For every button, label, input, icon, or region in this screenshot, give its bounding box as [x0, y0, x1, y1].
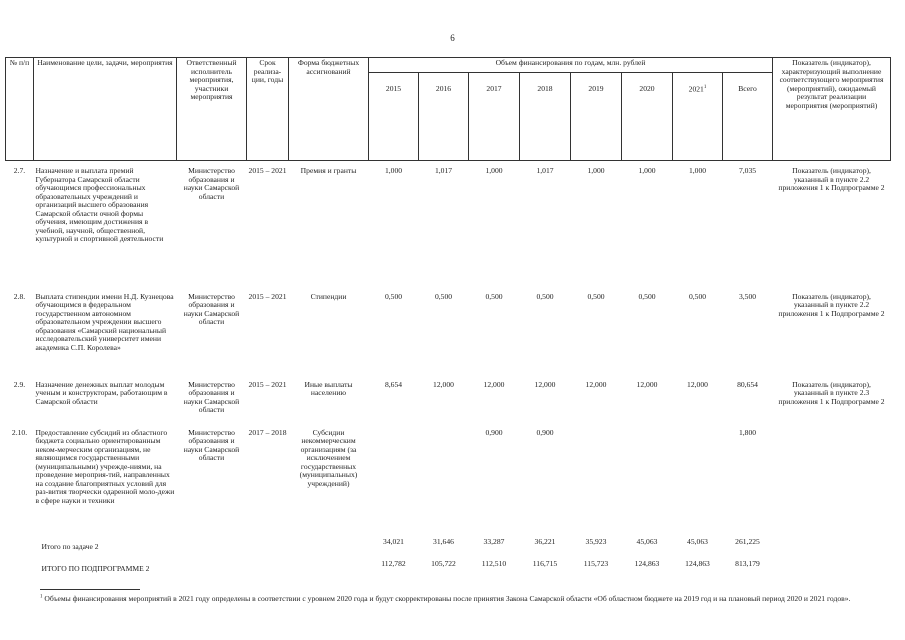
- row-term: 2015 – 2021: [248, 379, 287, 389]
- row-form: Стипендии: [310, 291, 347, 301]
- row-value: 0,900: [485, 427, 503, 437]
- footnote-separator: [40, 589, 140, 590]
- row-term: 2015 – 2021: [248, 291, 287, 301]
- total-value: 124,863: [634, 558, 660, 568]
- row-form: Иные выплаты населению: [304, 379, 353, 397]
- header-year: 2015: [369, 73, 419, 161]
- row-value: 12,000: [687, 379, 708, 389]
- header-year: 2020: [622, 73, 673, 161]
- row-indicator: Показатель (индикатор), указанный в пункте 2.3 приложения 1 к Подпрограмме 2: [778, 379, 885, 406]
- row-num: 2.7.: [13, 166, 26, 175]
- row-value: 0,500: [384, 291, 403, 301]
- row-total: 3,500: [738, 291, 757, 301]
- row-num: 2.10.: [11, 427, 28, 437]
- total-value: 116,715: [532, 558, 558, 568]
- row-value: 12,000: [483, 379, 505, 389]
- header-financing: Объем финансирования по годам, млн. рублей: [369, 58, 773, 73]
- total-value: 31,646: [433, 536, 454, 546]
- header-executor: Ответственный исполнитель мероприятия, участники мероприятия: [177, 58, 247, 161]
- footnote-text: Объемы финансирования мероприятий в 2021 году определены в соответствии с уровнем 2020 года и будут скорректированы после принятия Закона Самарской области «Об областном бюджете на 2019 год и на плановый период 2020 и 2021 годов».: [44, 594, 851, 603]
- row-name: Назначение и выплата премий Губернатора Самарской области обучающимся профессиональных образовательных учреждений и организаций высшего образования Самарской области очной формы обучения, имеющим достижения в учебной, научной, общественной, культурной и спортивной деятельности: [35, 166, 164, 243]
- row-form: Премия и гранты: [300, 166, 357, 175]
- total-value: 105,722: [431, 558, 456, 568]
- row-value: 0,500: [536, 291, 554, 301]
- total-label: Итого по задаче 2: [41, 542, 99, 552]
- row-form: Субсидии некоммерческим организациям (за исключением государственных (муниципальных) учреждений): [299, 427, 358, 488]
- header-year: 2016: [419, 73, 469, 161]
- row-value: 1,017: [434, 166, 453, 175]
- row-indicator: Показатель (индикатор), указанный в пункте 2.2 приложения 1 к Подпрограмме 2: [778, 291, 885, 318]
- row-value: 12,000: [636, 379, 658, 389]
- total-row: [6, 537, 891, 559]
- header-year: 2017: [469, 73, 520, 161]
- row-value: [419, 423, 469, 537]
- footnote-mark: 1: [703, 85, 707, 90]
- total-value: 34,021: [383, 536, 404, 546]
- table-row: [6, 161, 891, 287]
- row-num: 2.8.: [13, 291, 26, 301]
- row-value: 12,000: [585, 379, 607, 389]
- row-value: 12,000: [433, 379, 454, 389]
- total-value: 36,221: [534, 536, 556, 546]
- row-value: 1,000: [485, 166, 503, 175]
- row-indicator: [773, 423, 891, 537]
- header-form: Форма бюджетных ассигнований: [289, 58, 369, 161]
- header-name: Наименование цели, задачи, мероприятия: [34, 58, 177, 161]
- row-value: 1,000: [384, 166, 403, 175]
- header-year: [673, 73, 723, 161]
- footnote-mark: 1: [40, 594, 43, 600]
- row-value: 0,500: [485, 291, 503, 301]
- total-value: 45,063: [636, 536, 658, 546]
- header-num: № п/п: [6, 58, 34, 161]
- header-year: 2019: [571, 73, 622, 161]
- empty-cell: [773, 559, 891, 581]
- total-value: 124,863: [685, 558, 710, 568]
- total-value: 45,063: [687, 536, 708, 546]
- row-num: 2.9.: [13, 379, 26, 389]
- header-indicator: Показатель (индикатор), характеризующий выполнение соответствующего мероприятия (мероприятий), ожидаемый результат реализации мероприятия (мероприятий): [773, 58, 891, 161]
- row-name: Предоставление субсидий из областного бюджета социально ориентированным неком-мерческим организациям, не являющимся государственными (муниципальными) учрежде-ниями, на проведение мероприя-тий, направленных на создание благоприятных условий для раз-вития творчески одаренной моло-дежи в сфере науки и техники: [35, 427, 175, 505]
- total-value: 112,510: [481, 558, 507, 568]
- table-row: [6, 423, 891, 537]
- row-value: 1,017: [536, 166, 554, 175]
- row-value: 0,500: [434, 291, 453, 301]
- row-value: [571, 423, 622, 537]
- row-value: 0,500: [587, 291, 605, 301]
- row-name: Назначение денежных выплат молодым ученым и конструкторам, работающим в Самарской области: [35, 379, 168, 406]
- total-label: ИТОГО ПО ПОДПРОГРАММЕ 2: [41, 564, 150, 574]
- row-value: [673, 423, 723, 537]
- header-term: Срок реализа-ции, годы: [247, 58, 289, 161]
- row-value: 8,654: [384, 379, 403, 389]
- footnote: [40, 594, 890, 604]
- row-term: 2015 – 2021: [248, 166, 287, 175]
- total-value: 35,923: [585, 536, 607, 546]
- row-value: [369, 423, 419, 537]
- row-indicator: Показатель (индикатор), указанный в пункте 2.2 приложения 1 к Подпрограмме 2: [778, 166, 885, 192]
- row-value: 1,000: [638, 166, 656, 175]
- row-executor: Министерство образования и науки Самарской области: [183, 379, 240, 414]
- row-total: 7,035: [738, 166, 757, 175]
- row-term: 2017 – 2018: [248, 427, 287, 437]
- header-total: Всего: [723, 73, 773, 161]
- row-executor: Министерство образования и науки Самарской области: [183, 166, 240, 201]
- row-value: 1,000: [688, 166, 707, 175]
- row-value: [622, 423, 673, 537]
- row-executor: Министерство образования и науки Самарской области: [183, 291, 240, 326]
- total-row: [6, 559, 891, 581]
- header-year-label: 2021: [688, 84, 704, 94]
- row-executor: Министерство образования и науки Самарской области: [183, 427, 240, 462]
- total-value: 115,723: [583, 558, 609, 568]
- table-row: [6, 375, 891, 423]
- header-year: 2018: [520, 73, 571, 161]
- row-value: 0,900: [536, 427, 554, 437]
- total-sum: 261,225: [735, 536, 760, 546]
- total-value: 112,782: [381, 558, 406, 568]
- header-row-top: [6, 58, 891, 73]
- table-row: [6, 287, 891, 375]
- page-number: 6: [450, 33, 455, 43]
- total-value: 33,287: [483, 536, 505, 546]
- row-total: 1,800: [738, 427, 757, 437]
- row-value: 12,000: [534, 379, 556, 389]
- row-value: 0,500: [638, 291, 656, 301]
- row-value: 0,500: [688, 291, 707, 301]
- total-sum: 813,179: [735, 558, 760, 568]
- empty-cell: [773, 537, 891, 559]
- row-value: 1,000: [587, 166, 605, 175]
- financing-table: [5, 57, 891, 581]
- row-total: 80,654: [737, 379, 758, 389]
- row-name: Выплата стипендии имени Н.Д. Кузнецова обучающимся в федеральном государственном автономном образовательном учреждении высшего образования «Самарский национальный исследовательский университет имени академика С.П. Королева»: [35, 291, 174, 352]
